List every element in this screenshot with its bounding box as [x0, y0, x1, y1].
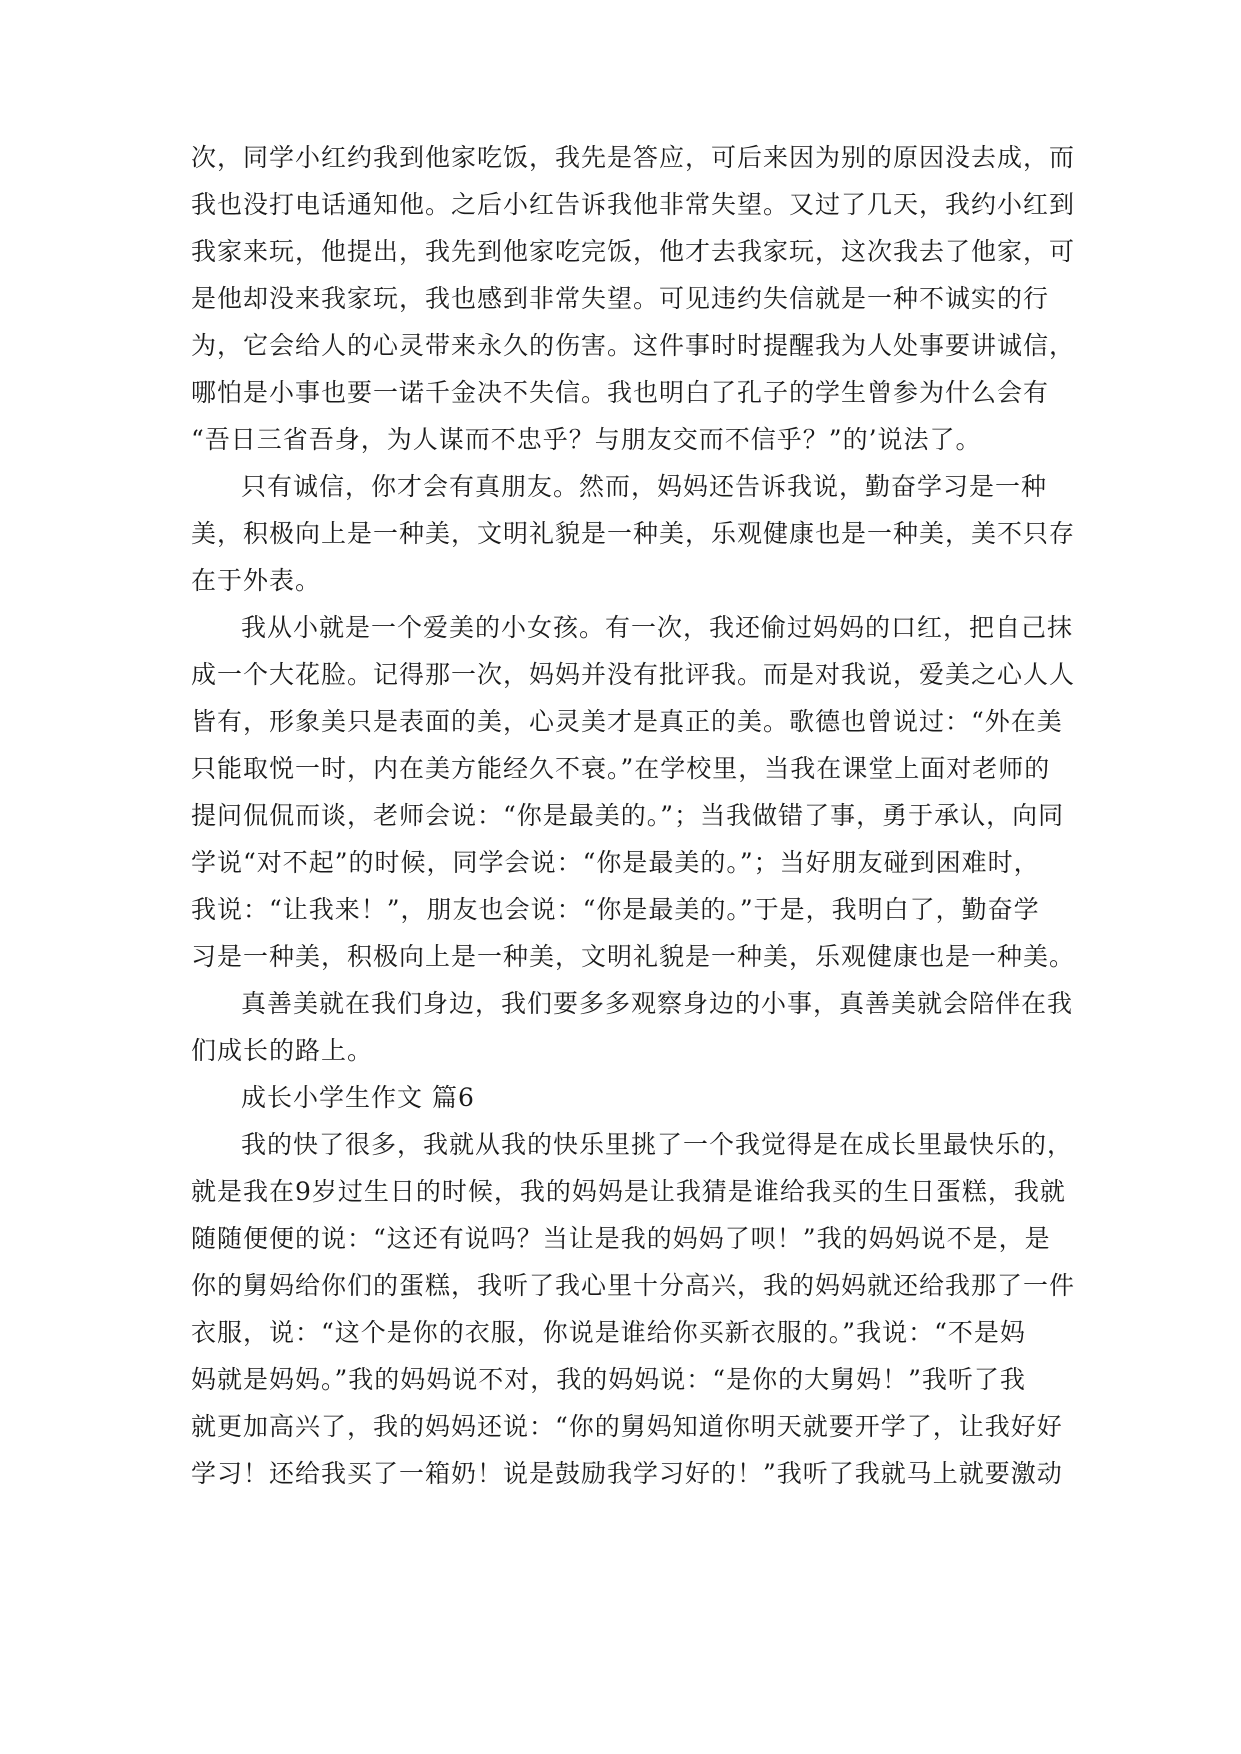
- text-line: 就是我在9岁过生日的时候，我的妈妈是让我猜是谁给我买的生日蛋糕，我就: [191, 1177, 1066, 1206]
- text-line: 学说“对不起”的时候，同学会说：“你是最美的。”；当好朋友碰到困难时，: [191, 848, 1040, 877]
- text-line: 我说：“让我来！”，朋友也会说：“你是最美的。”于是，我明白了，勤奋学: [191, 895, 1040, 924]
- text-line: 你的舅妈给你们的蛋糕，我听了我心里十分高兴，我的妈妈就还给我那了一件: [191, 1271, 1076, 1300]
- text-line: 随随便便的说：“这还有说吗？当让是我的妈妈了呗！”我的妈妈说不是，是: [191, 1224, 1051, 1253]
- text-line: “吾日三省吾身，为人谋而不忠乎？与朋友交而不信乎？”的’说法了。: [191, 425, 982, 454]
- text-line: 美，积极向上是一种美，文明礼貌是一种美，乐观健康也是一种美，美不只存: [191, 519, 1076, 548]
- text-line: 我家来玩，他提出，我先到他家吃完饭，他才去我家玩，这次我去了他家，可: [191, 237, 1076, 266]
- text-line: 衣服，说：“这个是你的衣服，你说是谁给你买新衣服的。”我说：“不是妈: [191, 1318, 1026, 1347]
- text-line: 就更加高兴了，我的妈妈还说：“你的舅妈知道你明天就要开学了，让我好好: [191, 1412, 1063, 1441]
- paragraph-first-line: 只有诚信，你才会有真朋友。然而，妈妈还告诉我说，勤奋学习是一种: [241, 472, 1048, 501]
- text-line: 是他却没来我家玩，我也感到非常失望。可见违约失信就是一种不诚实的行: [191, 284, 1050, 313]
- text-line: 学习！还给我买了一箱奶！说是鼓励我学习好的！”我听了我就马上就要激动: [191, 1459, 1063, 1488]
- text-line: 成一个大花脸。记得那一次，妈妈并没有批评我。而是对我说，爱美之心人人: [191, 660, 1076, 689]
- text-line: 们成长的路上。: [191, 1036, 374, 1065]
- text-line: 提问侃侃而谈，老师会说：“你是最美的。”；当我做错了事，勇于承认，向同: [191, 801, 1065, 830]
- paragraph-first-line: 真善美就在我们身边，我们要多多观察身边的小事，真善美就会陪伴在我: [241, 989, 1074, 1018]
- text-line: 在于外表。: [191, 566, 322, 595]
- text-line: 次，同学小红约我到他家吃饭，我先是答应，可后来因为别的原因没去成，而: [191, 143, 1076, 172]
- text-line: 只能取悦一时，内在美方能经久不衰。”在学校里，当我在课堂上面对老师的: [191, 754, 1051, 783]
- paragraph-first-line: 我的快了很多，我就从我的快乐里挑了一个我觉得是在成长里最快乐的，: [241, 1130, 1074, 1159]
- text-line: 我也没打电话通知他。之后小红告诉我他非常失望。又过了几天，我约小红到: [191, 190, 1076, 219]
- text-line: 皆有，形象美只是表面的美，心灵美才是真正的美。歌德也曾说过：“外在美: [191, 707, 1063, 736]
- paragraph-first-line: 我从小就是一个爱美的小女孩。有一次，我还偷过妈妈的口红，把自己抹: [241, 613, 1074, 642]
- text-line: 妈就是妈妈。”我的妈妈说不对，我的妈妈说：“是你的大舅妈！”我听了我: [191, 1365, 1026, 1394]
- text-line: 习是一种美，积极向上是一种美，文明礼貌是一种美，乐观健康也是一种美。: [191, 942, 1076, 971]
- section-heading: 成长小学生作文 篇6: [241, 1083, 475, 1112]
- text-line: 哪怕是小事也要一诺千金决不失信。我也明白了孔子的学生曾参为什么会有: [191, 378, 1050, 407]
- text-line: 为，它会给人的心灵带来永久的伤害。这件事时时提醒我为人处事要讲诚信，: [191, 331, 1076, 360]
